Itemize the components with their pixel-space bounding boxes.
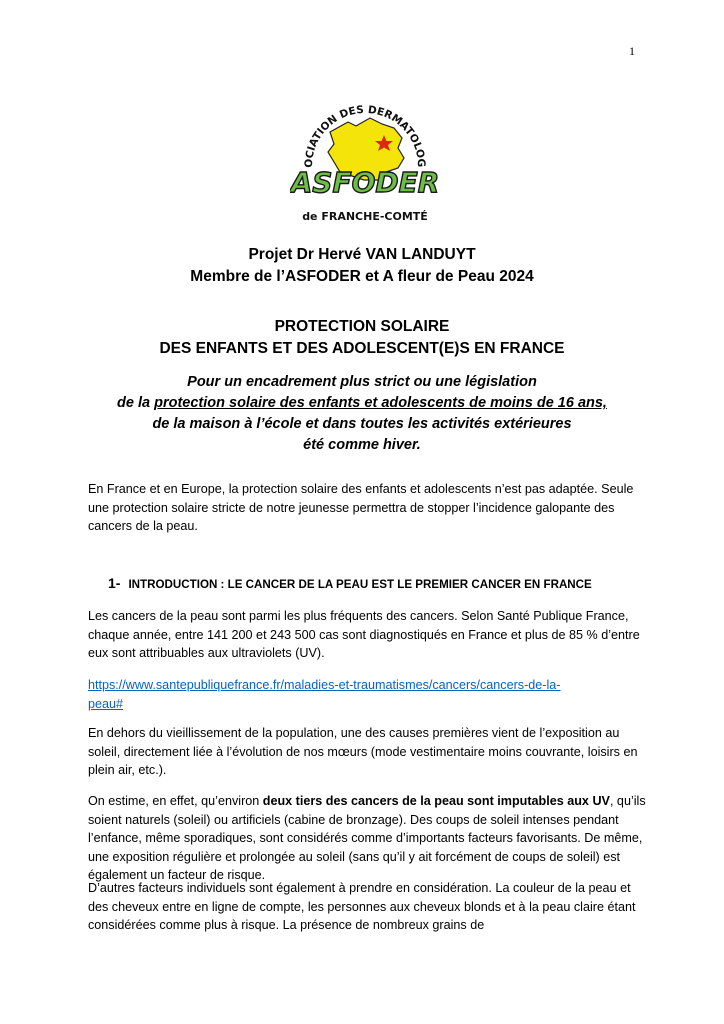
section-1-paragraph-1: Les cancers de la peau sont parmi les plus fréquents des cancers. Selon Santé Publique France, chaque année, entre 141 200 et 243 500 cas sont diagnostiqués en France et plus de 85 % d’entre eux sont attribuables aux ultraviolets (UV). [88,609,640,660]
tagline-line-2 [0,393,724,414]
section-title: INTRODUCTION : LE CANCER DE LA PEAU EST LE PREMIER CANCER EN FRANCE [128,578,592,591]
section-number: 1- [108,575,121,591]
project-line-1: Projet Dr Hervé VAN LANDUYT [248,246,476,263]
tagline [0,372,724,456]
intro-paragraph: En France et en Europe, la protection solaire des enfants et adolescents n’est pas adaptée. Seule une protection solaire stricte de notre jeunesse permettra de stopper l’incidence galopante des cancers de la peau. [88,482,634,533]
tagline-line-2-prefix: de la [117,395,155,411]
section-1-paragraph-3 [88,792,648,885]
section-1-paragraph-2: En dehors du vieillissement de la population, une des causes premières vient de l’exposition au soleil, directement liée à l’évolution de nos mœurs (mode vestimentaire moins couvrante, loisirs en plein air, etc.). [88,726,638,777]
source-link-line-2[interactable]: peau# [88,696,124,711]
document-title [0,316,724,360]
tagline-line-3: de la maison à l’école et dans toutes les activités extérieures [152,416,572,432]
tagline-line-4: été comme hiver. [303,437,421,453]
p3-bold: deux tiers des cancers de la peau sont imputables aux UV [262,794,610,808]
p3-prefix: On estime, en effet, qu’environ [88,794,263,808]
logo-bottom-text: de FRANCHE-COMTÉ [302,210,428,223]
logo-arc-text: OCIATION DES DERMATOLOG [302,103,428,168]
asfoder-logo [290,88,440,228]
section-1-heading [108,575,688,591]
project-header [0,244,724,288]
title-line-2: DES ENFANTS ET DES ADOLESCENT(E)S EN FRANCE [159,340,565,357]
source-link-line-1[interactable]: https://www.santepubliquefrance.fr/maladies-et-traumatismes/cancers/cancers-de-la- [88,678,561,692]
p3-rest: , qu’ils soient naturels (soleil) ou artificiels (cabine de bronzage). Des coups de soleil intenses pendant l’enfance, même sporadiques, sont considérés comme d’importants facteurs favorisants. De même, une exposition régulière et prolongée au soleil (sans qu’il y ait forcément de coups de soleil) est également un facteur de risque. [88,794,646,882]
project-line-2: Membre de l’ASFODER et A fleur de Peau 2024 [190,268,534,285]
page-number: 1 [629,44,635,58]
tagline-underlined: protection solaire des enfants et adolescents de moins de 16 ans, [154,395,607,411]
source-link[interactable] [88,676,648,713]
section-1-paragraph-4: D’autres facteurs individuels sont également à prendre en considération. La couleur de la peau et des cheveux entre en ligne de compte, les personnes aux cheveux blonds et à la peau claire étant considérées comme plus à risque. La présence de nombreux grains de [88,881,636,932]
logo-wordmark: ASFODER [290,166,440,199]
title-line-1: PROTECTION SOLAIRE [274,318,450,335]
tagline-line-1: Pour un encadrement plus strict ou une législation [187,374,537,390]
